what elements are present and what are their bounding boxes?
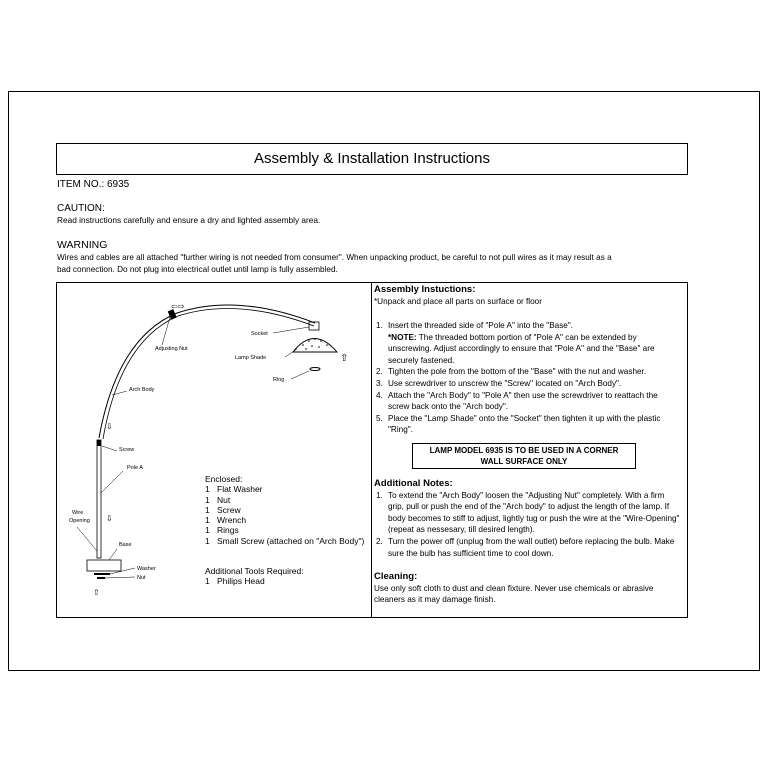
label-screw: Screw — [119, 447, 135, 453]
label-ring: Ring — [273, 377, 285, 383]
label-lamp-shade: Lamp Shade — [235, 355, 267, 361]
list-item: 1 Wrench — [205, 515, 247, 526]
caution-heading: CAUTION: — [57, 203, 105, 214]
label-wire: Wire — [72, 510, 84, 516]
lamp-shade-shape — [293, 339, 337, 353]
up-arrow-icon: ⇧ — [340, 353, 349, 364]
down-arrow-icon-1: ⇩ — [106, 422, 113, 431]
tools-heading: Additional Tools Required: — [205, 566, 304, 576]
list-item: 2. Turn the power off (unplug from the wall outlet) before replacing the bulb. Make sure the bulb has sufficient time to cool down. — [376, 536, 675, 558]
instructions-panel — [371, 282, 688, 618]
label-opening: Opening — [69, 518, 90, 524]
arch-body-line-outer — [99, 305, 315, 438]
label-adjusting-nut: Adjusting Nut — [155, 346, 188, 352]
base-shape — [87, 560, 121, 571]
enclosed-heading: Enclosed: — [205, 474, 243, 484]
assembly-steps — [374, 320, 680, 436]
list-item: 1. Insert the threaded side of "Pole A" into the "Base". — [376, 321, 574, 330]
arch-body-line-inner — [103, 308, 314, 439]
list-item: 5. Place the "Lamp Shade" onto the "Socket" then tighten it up with the plastic "Ring". — [376, 413, 661, 435]
caution-text: Read instructions carefully and ensure a dry and lighted assembly area. — [57, 215, 321, 225]
cleaning-section — [374, 571, 680, 606]
notice-line-2: WALL SURFACE ONLY — [480, 457, 568, 466]
label-pole-a: Pole A — [127, 465, 143, 471]
cleaning-heading: Cleaning: — [374, 571, 418, 582]
list-item: 3. Use screwdriver to unscrew the "Screw" located on "Arch Body". — [376, 378, 622, 388]
enclosed-list — [205, 474, 364, 546]
tools-list — [205, 566, 304, 587]
diagram-panel — [56, 282, 372, 618]
list-item: 1 Screw — [205, 504, 241, 515]
adjust-arrows-icon: ⇦⇨ — [171, 302, 185, 311]
notes-section — [374, 478, 680, 559]
notice-line-1: LAMP MODEL 6935 IS TO BE USED IN A CORNER — [429, 446, 619, 455]
list-item: 1. To extend the "Arch Body" loosen the "Adjusting Nut" completely. With a firm grip, pull or push the end of the "Arch body" to adjust the length of the lamp. If body becomes to stiff to adjust, lightly tug or push the wire at the "Wire-Opening" (repeat as nessesary, till desired length). — [376, 490, 680, 535]
list-item: 2. Tighten the pole from the bottom of the "Base" with the nut and washer. — [376, 367, 647, 377]
down-arrow-icon-2: ⇩ — [106, 514, 113, 523]
list-item: *NOTE: The threaded bottom portion of "Pole A" can be extended by unscrewing. Adjust accordingly to ensure that "Pole A" and the "Base" are securely fastened. — [388, 332, 655, 365]
pole-a-shape — [97, 440, 101, 558]
list-item: 1 Flat Washer — [205, 484, 263, 495]
cleaning-text: Use only soft cloth to dust and clean fixture. Never use chemicals or abrasive cleaners as it may damage finish. — [374, 583, 654, 605]
washer-shape — [94, 573, 110, 575]
screw-joint-shape — [97, 440, 101, 446]
document-title: Assembly & Installation Instructions — [56, 143, 688, 175]
list-item: 1 Rings — [205, 525, 239, 536]
assembly-heading: Assembly Instuctions: — [374, 284, 476, 295]
warning-heading: WARNING — [57, 239, 108, 251]
label-nut: Nut — [137, 575, 146, 581]
list-item: 4. Attach the "Arch Body" to "Pole A" then use the screwdriver to reattach the screw back onto the "Arch body". — [376, 390, 658, 412]
ring-shape — [310, 368, 320, 371]
assembly-intro: *Unpack and place all parts on surface or floor — [374, 296, 542, 306]
list-item: 1 Philips Head — [205, 576, 265, 587]
warning-text: Wires and cables are all attached "further wiring is not needed from consumer". When unpacking product, be careful to not pull wires as it may result as a bad connection. Do not plug into electrical outlet until lamp is fully assembled. — [57, 253, 612, 274]
label-base: Base — [119, 542, 132, 548]
label-arch-body: Arch Body — [129, 387, 155, 393]
list-item: 1 Nut — [205, 494, 231, 505]
nut-shape — [97, 577, 105, 579]
corner-notice-box — [412, 443, 636, 469]
label-socket: Socket — [251, 331, 268, 337]
label-washer: Washer — [137, 566, 156, 572]
list-item: 1 Small Screw (attached on "Arch Body") — [205, 535, 365, 546]
assembly-section — [374, 284, 684, 307]
up-arrow-icon-base: ⇧ — [93, 588, 100, 597]
notes-heading: Additional Notes: — [374, 478, 453, 489]
item-number: ITEM NO.: 6935 — [57, 179, 130, 190]
